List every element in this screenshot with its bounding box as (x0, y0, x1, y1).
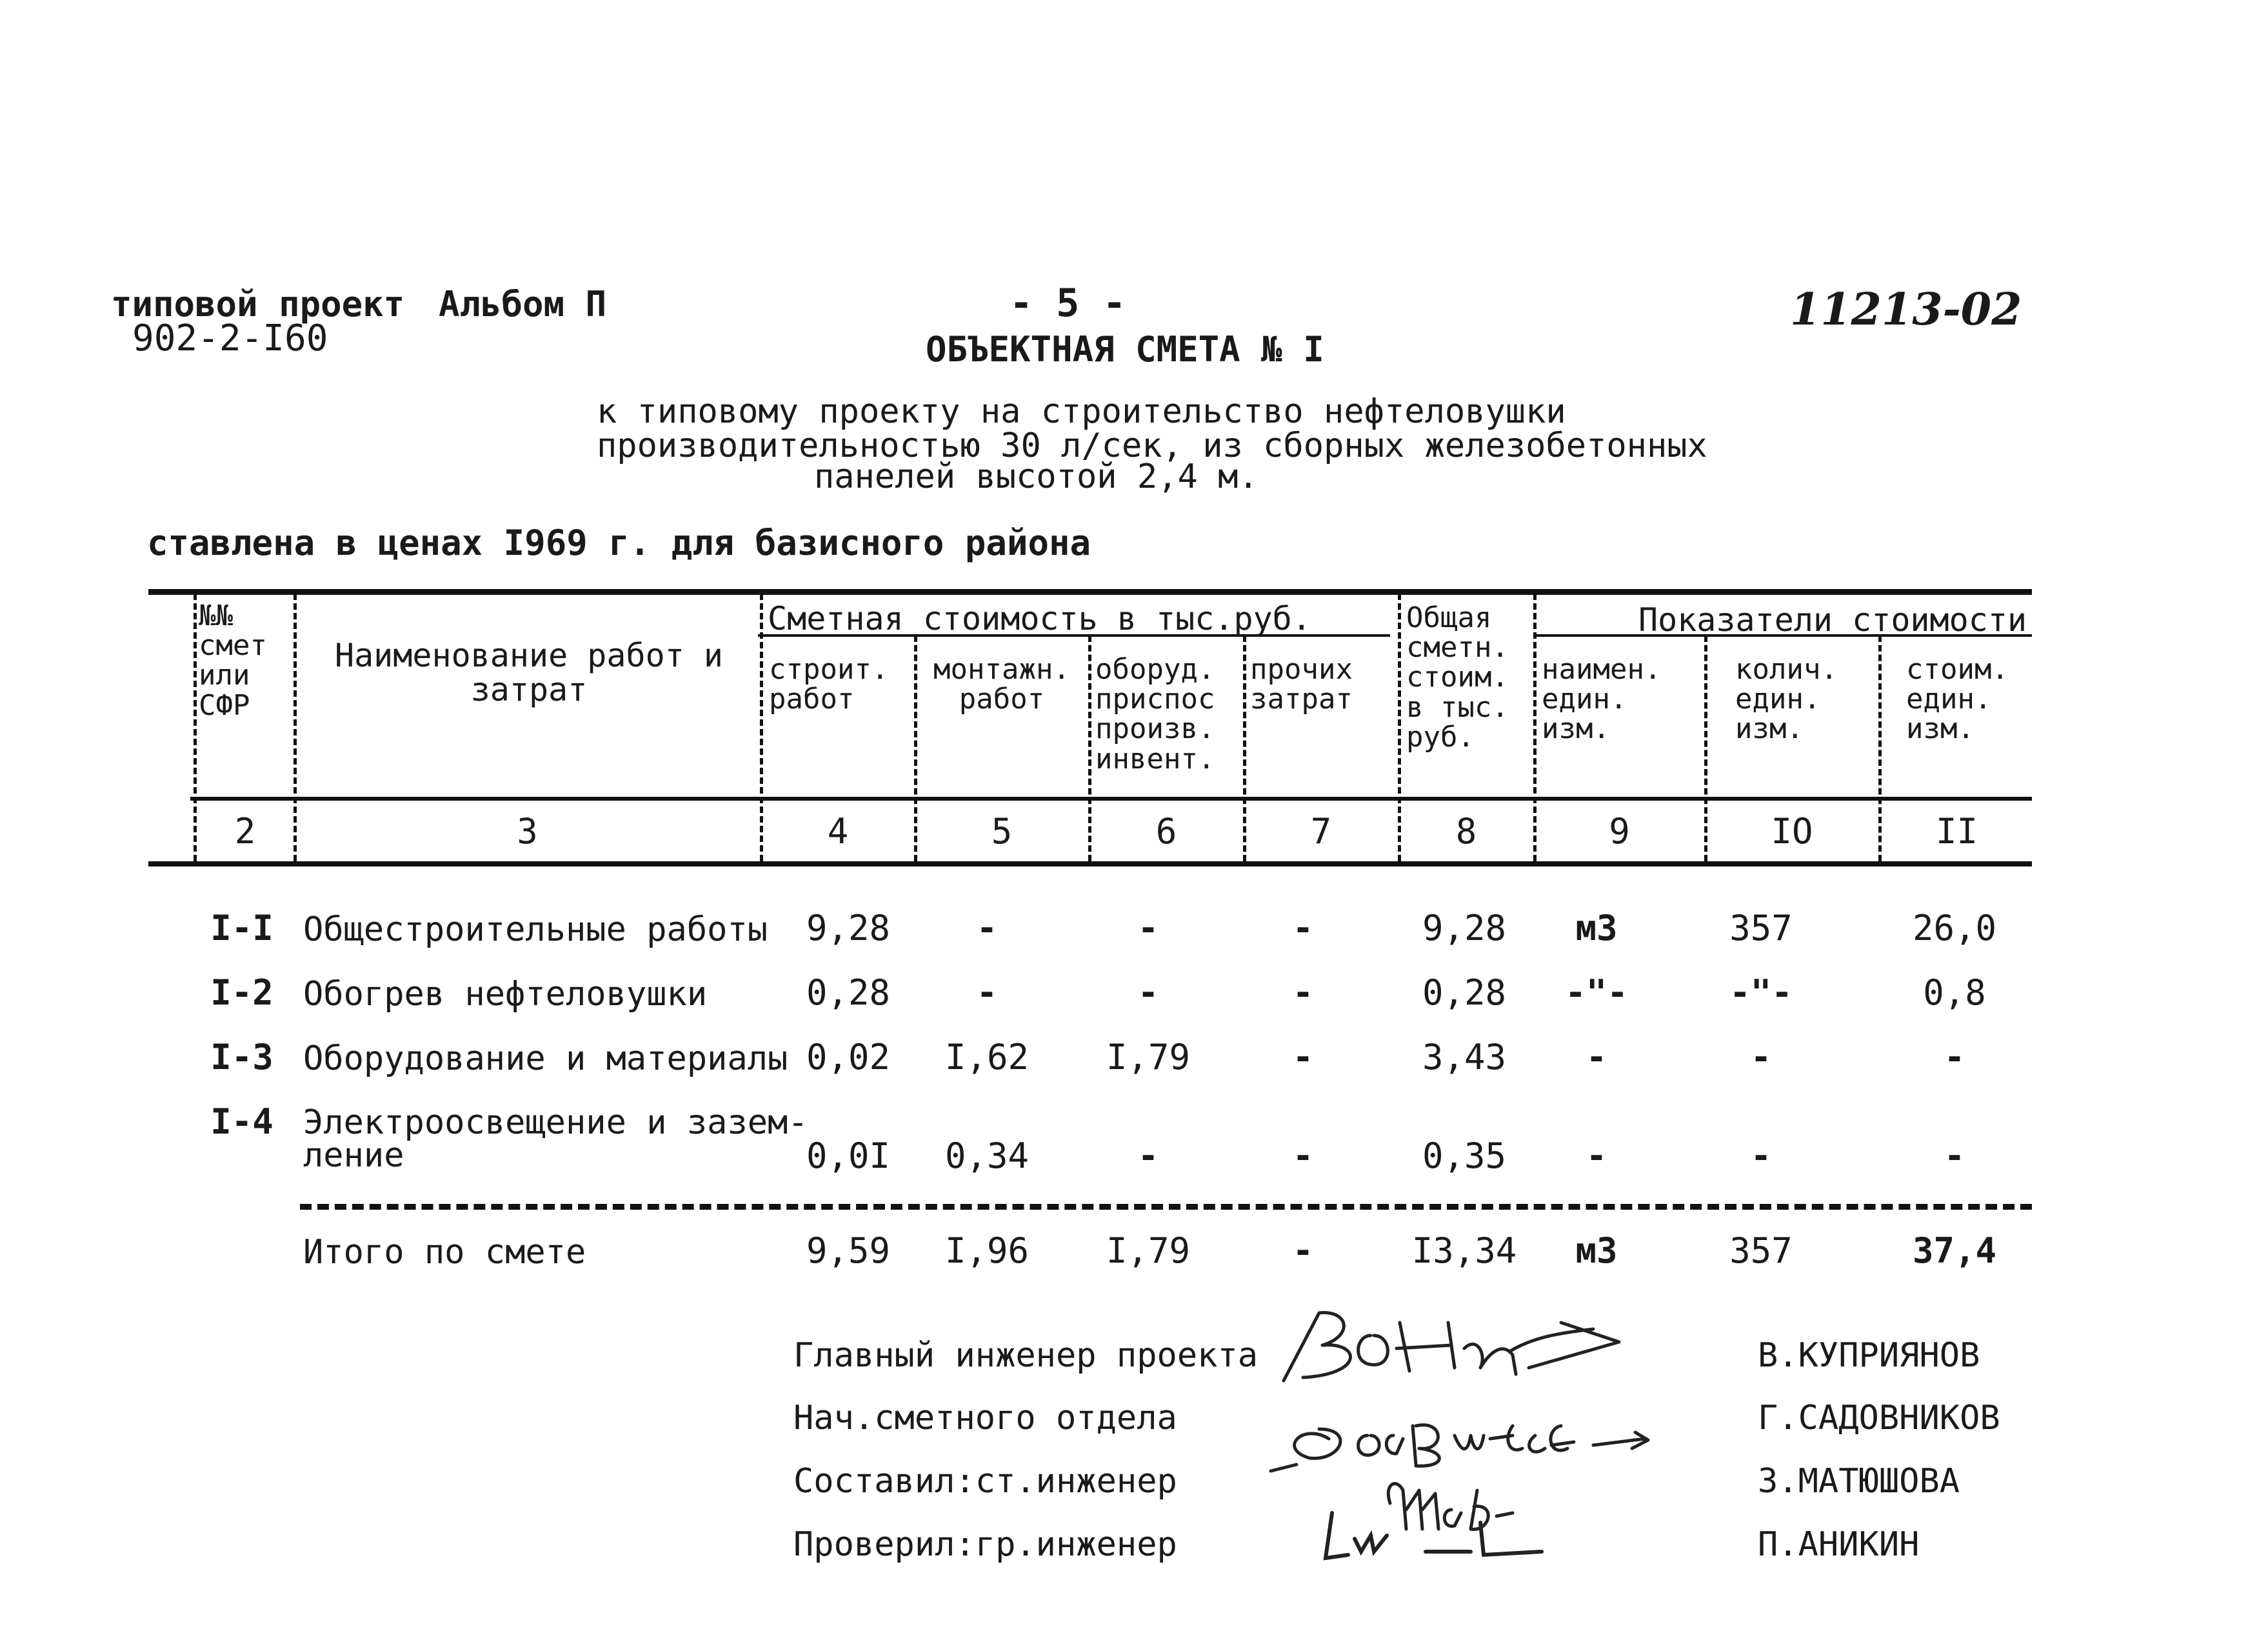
row-total: 9,28 (1422, 908, 1507, 948)
row-unit: - (1586, 1136, 1607, 1176)
row-num: I-I (210, 908, 274, 948)
row-unit-cost: 0,8 (1923, 972, 1986, 1013)
document-code: 11213-02 (1790, 284, 2022, 335)
row-num: I-2 (210, 972, 274, 1013)
row-name: Обогрев нефтеловушки (303, 975, 708, 1014)
signature-name: П.АНИКИН (1758, 1525, 1920, 1564)
total-other: - (1292, 1230, 1314, 1271)
row-equipment: - (1137, 1136, 1159, 1176)
header-col-other: прочих затрат (1250, 653, 1353, 716)
column-number: 9 (1609, 811, 1630, 852)
total-separator (300, 1204, 2032, 1210)
handwritten-signatures (1258, 1297, 1696, 1568)
row-name: Общестроительные работы (303, 910, 768, 949)
total-equipment: I,79 (1106, 1230, 1191, 1271)
header-col-num: №№ смет или СФР (199, 599, 267, 722)
row-installation: 0,34 (944, 1136, 1030, 1176)
row-qty: - (1750, 1136, 1772, 1176)
signature-name: Г.САДОВНИКОВ (1758, 1399, 2000, 1437)
page-number: - 5 - (1010, 281, 1126, 326)
row-name: Электроосвещение и зазем- ление (303, 1103, 808, 1175)
row-installation: - (976, 908, 998, 948)
column-number: 6 (1155, 811, 1177, 852)
row-equipment: I,79 (1106, 1037, 1191, 1077)
row-qty: - (1750, 1037, 1772, 1077)
header-col-equipment: оборуд. приспос произв. инвент. (1095, 653, 1215, 775)
header-col-total: Общая сметн. стоим. в тыс. руб. (1406, 601, 1509, 754)
row-installation: I,62 (944, 1037, 1030, 1077)
row-installation: - (976, 972, 998, 1013)
header-indicators-group: Показатели стоимости (1638, 601, 2027, 639)
header-col-installation: монтажн. работ (933, 653, 1070, 716)
header-col-unit-name: наимен. един. изм. (1542, 653, 1662, 746)
header-col-construction: строит. работ (769, 653, 889, 716)
row-unit-cost: 26,0 (1912, 908, 1997, 948)
header-col-name: Наименование работ и затрат (334, 637, 724, 708)
signature-name: З.МАТЮШОВА (1758, 1462, 1960, 1501)
column-number: 4 (827, 811, 849, 852)
row-construction: 9,28 (806, 908, 891, 948)
row-unit: - (1586, 1037, 1607, 1077)
total-unit-cost: 37,4 (1912, 1230, 1997, 1271)
title-line-3: панелей высотой 2,4 м. (814, 457, 1258, 496)
row-construction: 0,0I (806, 1136, 891, 1176)
table-top-rule (148, 589, 2032, 595)
total-qty: 357 (1729, 1230, 1793, 1271)
album-label: Альбом П (439, 284, 607, 325)
price-basis-subtitle: ставлена в ценах I969 г. для базисного района (147, 523, 1091, 563)
row-total: 0,28 (1422, 972, 1507, 1013)
row-qty: 357 (1729, 908, 1793, 948)
title-line-1: к типовому проекту на строительство нефтеловушки (597, 392, 1566, 431)
column-number: 8 (1455, 811, 1477, 852)
signature-role: Нач.сметного отдела (793, 1399, 1177, 1437)
column-number: IO (1771, 811, 1813, 852)
row-unit: м3 (1575, 908, 1618, 948)
signature-role: Проверил:гр.инженер (793, 1525, 1177, 1564)
total-installation: I,96 (944, 1230, 1030, 1271)
header-cost-group: Сметная стоимость в тыс.руб. (768, 600, 1311, 637)
column-number: II (1935, 811, 1978, 852)
row-other: - (1292, 972, 1314, 1013)
header-col-unit-qty: колич. един. изм. (1735, 653, 1838, 746)
row-num: I-3 (210, 1037, 274, 1077)
total-construction: 9,59 (806, 1230, 891, 1271)
header-col-unit-cost: стоим. един. изм. (1906, 653, 2009, 746)
column-number: 5 (991, 811, 1013, 852)
column-number: 7 (1310, 811, 1332, 852)
project-type-label: типовой проект (111, 284, 405, 325)
row-other: - (1292, 1136, 1314, 1176)
row-equipment: - (1137, 908, 1159, 948)
estimate-title: ОБЪЕКТНАЯ СМЕТА № I (926, 329, 1324, 370)
header-bottom-rule (190, 797, 2032, 801)
row-unit: -"- (1565, 972, 1628, 1013)
signature-role: Главный инженер проекта (793, 1336, 1258, 1375)
row-total: 0,35 (1422, 1136, 1507, 1176)
signature-role: Составил:ст.инженер (793, 1462, 1177, 1501)
title-line-2: производительностью 30 л/сек, из сборных железобетонных (597, 426, 1707, 465)
project-number: 902-2-I60 (132, 317, 328, 359)
row-total: 3,43 (1422, 1037, 1507, 1077)
row-construction: 0,02 (806, 1037, 891, 1077)
row-equipment: - (1137, 972, 1159, 1013)
signature-name: В.КУПРИЯНОВ (1758, 1336, 1980, 1375)
total-total: I3,34 (1411, 1230, 1517, 1271)
row-unit-cost: - (1944, 1037, 1965, 1077)
row-other: - (1292, 908, 1314, 948)
column-number: 2 (234, 811, 256, 852)
row-qty: -"- (1729, 972, 1793, 1013)
row-num: I-4 (210, 1101, 274, 1142)
row-construction: 0,28 (806, 972, 891, 1013)
row-name: Оборудование и материалы (303, 1039, 788, 1078)
column-number: 3 (517, 811, 538, 852)
row-other: - (1292, 1037, 1314, 1077)
total-unit: м3 (1575, 1230, 1618, 1271)
total-label: Итого по смете (303, 1233, 586, 1272)
column-number-rule (148, 861, 2032, 866)
row-unit-cost: - (1944, 1136, 1965, 1176)
